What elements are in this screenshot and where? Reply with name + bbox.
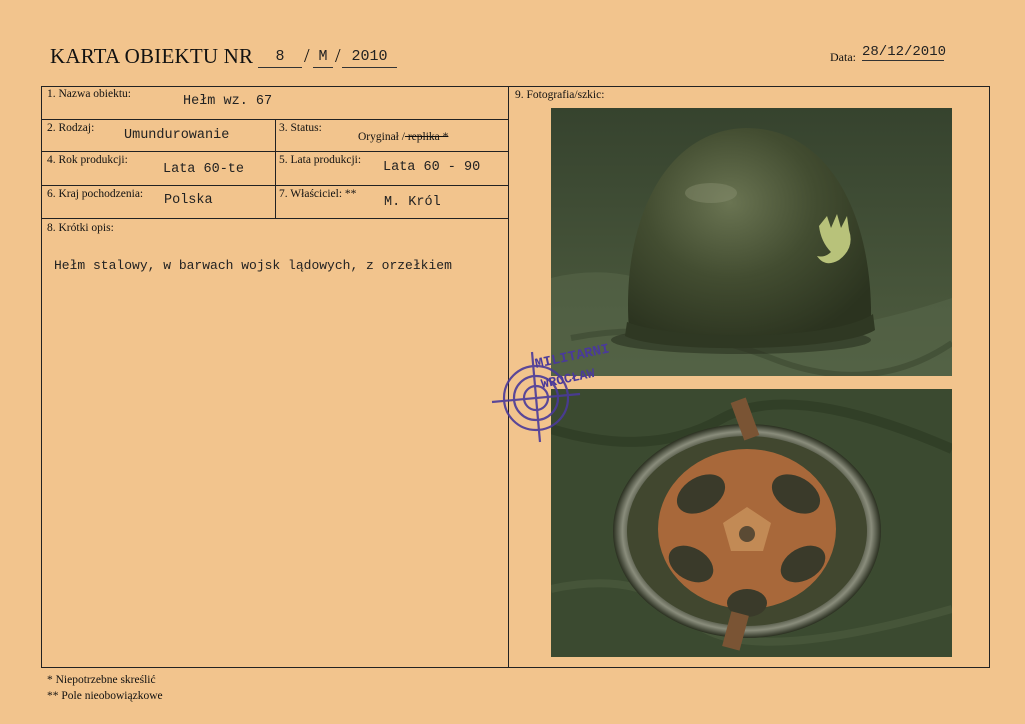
status-value[interactable] [358, 131, 448, 143]
country-label: 6. Kraj pochodzenia: [47, 188, 144, 200]
photo-label: 9. Fotografia/szkic: [515, 89, 605, 101]
card-year-field[interactable]: 2010 [342, 47, 397, 68]
row-divider [41, 218, 508, 219]
slash-separator: / [304, 45, 310, 67]
name-label: 1. Nazwa obiektu: [47, 88, 131, 100]
year-label: 4. Rok produkcji: [47, 154, 128, 166]
year-value[interactable]: Lata 60-te [163, 162, 245, 177]
type-value[interactable]: Umundurowanie [124, 128, 230, 143]
cell-divider [275, 119, 276, 218]
description-value[interactable]: Hełm stalowy, w barwach wojsk lądowych, z orzełkiem [54, 258, 452, 273]
owner-label: 7. Właściciel: ** [279, 188, 357, 200]
status-label: 3. Status: [279, 122, 322, 134]
helmet-exterior-image [551, 108, 952, 376]
years-label: 5. Lata produkcji: [279, 154, 362, 166]
stamp-line2: WROCŁAW [539, 365, 597, 392]
stamp-line1: MILITARNI [533, 341, 612, 373]
date-label: Data: [830, 50, 856, 64]
owner-value[interactable]: M. Król [384, 195, 441, 210]
helmet-exterior-photo [551, 108, 952, 376]
card-letter-field[interactable]: M [313, 47, 333, 68]
footnote-strike: * Niepotrzebne skreślić [47, 674, 156, 686]
crosshair-stamp-icon [490, 338, 650, 448]
name-value[interactable]: Hełm wz. 67 [183, 94, 273, 109]
footnote-optional: ** Pole nieobowiązkowe [47, 690, 163, 702]
type-label: 2. Rodzaj: [47, 122, 95, 134]
country-value[interactable]: Polska [164, 193, 213, 208]
date-field[interactable]: 28/12/2010 [862, 44, 947, 60]
card-number-field[interactable]: 8 [258, 47, 302, 68]
militarni-stamp [490, 338, 650, 448]
slash-separator: / [335, 45, 341, 67]
description-label: 8. Krótki opis: [47, 222, 114, 234]
card-title: KARTA OBIEKTU NR [50, 44, 254, 68]
status-replica-struck: replika * [404, 131, 449, 143]
years-value[interactable]: Lata 60 - 90 [383, 160, 481, 175]
status-original: Oryginał / [358, 131, 405, 143]
